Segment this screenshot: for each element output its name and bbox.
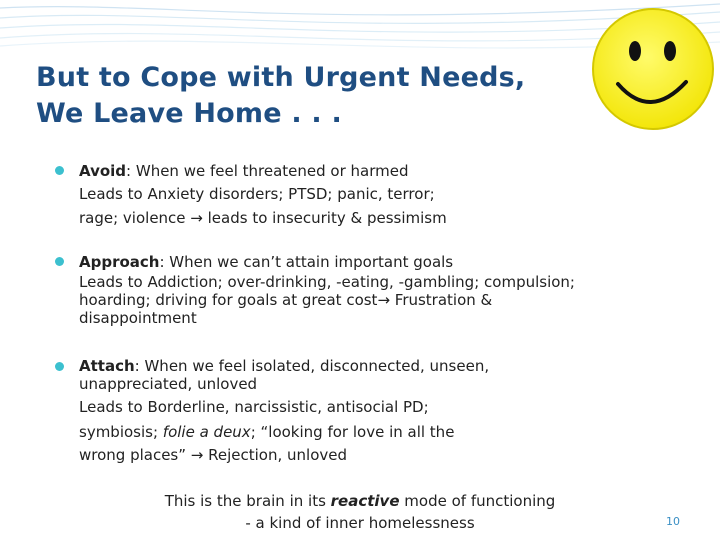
bullet-line: wrong places” → Rejection, unloved	[79, 446, 348, 464]
italic-phrase: folie a deux	[162, 423, 251, 441]
bullet-lead: : When we feel threatened or harmed	[126, 162, 409, 180]
bullet-line: Leads to Anxiety disorders; PTSD; panic, terror;	[79, 185, 435, 203]
smiley-face-icon	[590, 6, 716, 132]
bullet-dot	[55, 166, 64, 175]
bullet-line: Leads to Borderline, narcissistic, antisocial PD;	[79, 398, 429, 416]
bullet-heading-line	[79, 251, 699, 273]
bullet-text	[79, 160, 699, 230]
bullet-line: Leads to Addiction; over-drinking, -eating, -gambling; compulsion;	[79, 273, 575, 291]
bullet-dot	[55, 257, 64, 266]
title-line-1: But to Cope with Urgent Needs,	[36, 62, 526, 93]
line-text: symbiosis;	[79, 423, 163, 441]
footer-line-1	[120, 490, 600, 512]
bullet-lead: : When we feel isolated, disconnected, unseen,	[134, 357, 490, 375]
bullet-heading: Avoid	[79, 162, 127, 180]
footer-emphasis: reactive	[330, 492, 400, 510]
bullet-text	[79, 251, 699, 327]
title-line-2: We Leave Home . . .	[36, 98, 342, 129]
bullet-line: rage; violence → leads to insecurity & pessimism	[79, 209, 447, 227]
footer-line-2: - a kind of inner homelessness	[245, 514, 475, 532]
bullet-text	[79, 356, 699, 468]
footer-text: mode of functioning	[399, 492, 556, 510]
footer-text: This is the brain in its	[164, 492, 331, 510]
bullet-heading: Attach	[79, 357, 135, 375]
bullet-line	[79, 422, 699, 442]
bullet-line: disappointment	[79, 309, 197, 327]
bullet-dot	[55, 362, 64, 371]
bullet-lead: : When we can’t attain important goals	[159, 253, 454, 271]
line-text: ; “looking for love in all the	[250, 423, 455, 441]
slide-title	[36, 60, 576, 132]
bullet-line: hoarding; driving for goals at great cost→ Frustration &	[79, 291, 493, 309]
footer-note	[120, 490, 600, 534]
bullet-heading-line	[79, 356, 699, 376]
bullet-line: unappreciated, unloved	[79, 375, 258, 393]
page-number: 10	[666, 515, 680, 528]
bullet-heading-line	[79, 160, 699, 182]
bullet-heading: Approach	[79, 253, 160, 271]
